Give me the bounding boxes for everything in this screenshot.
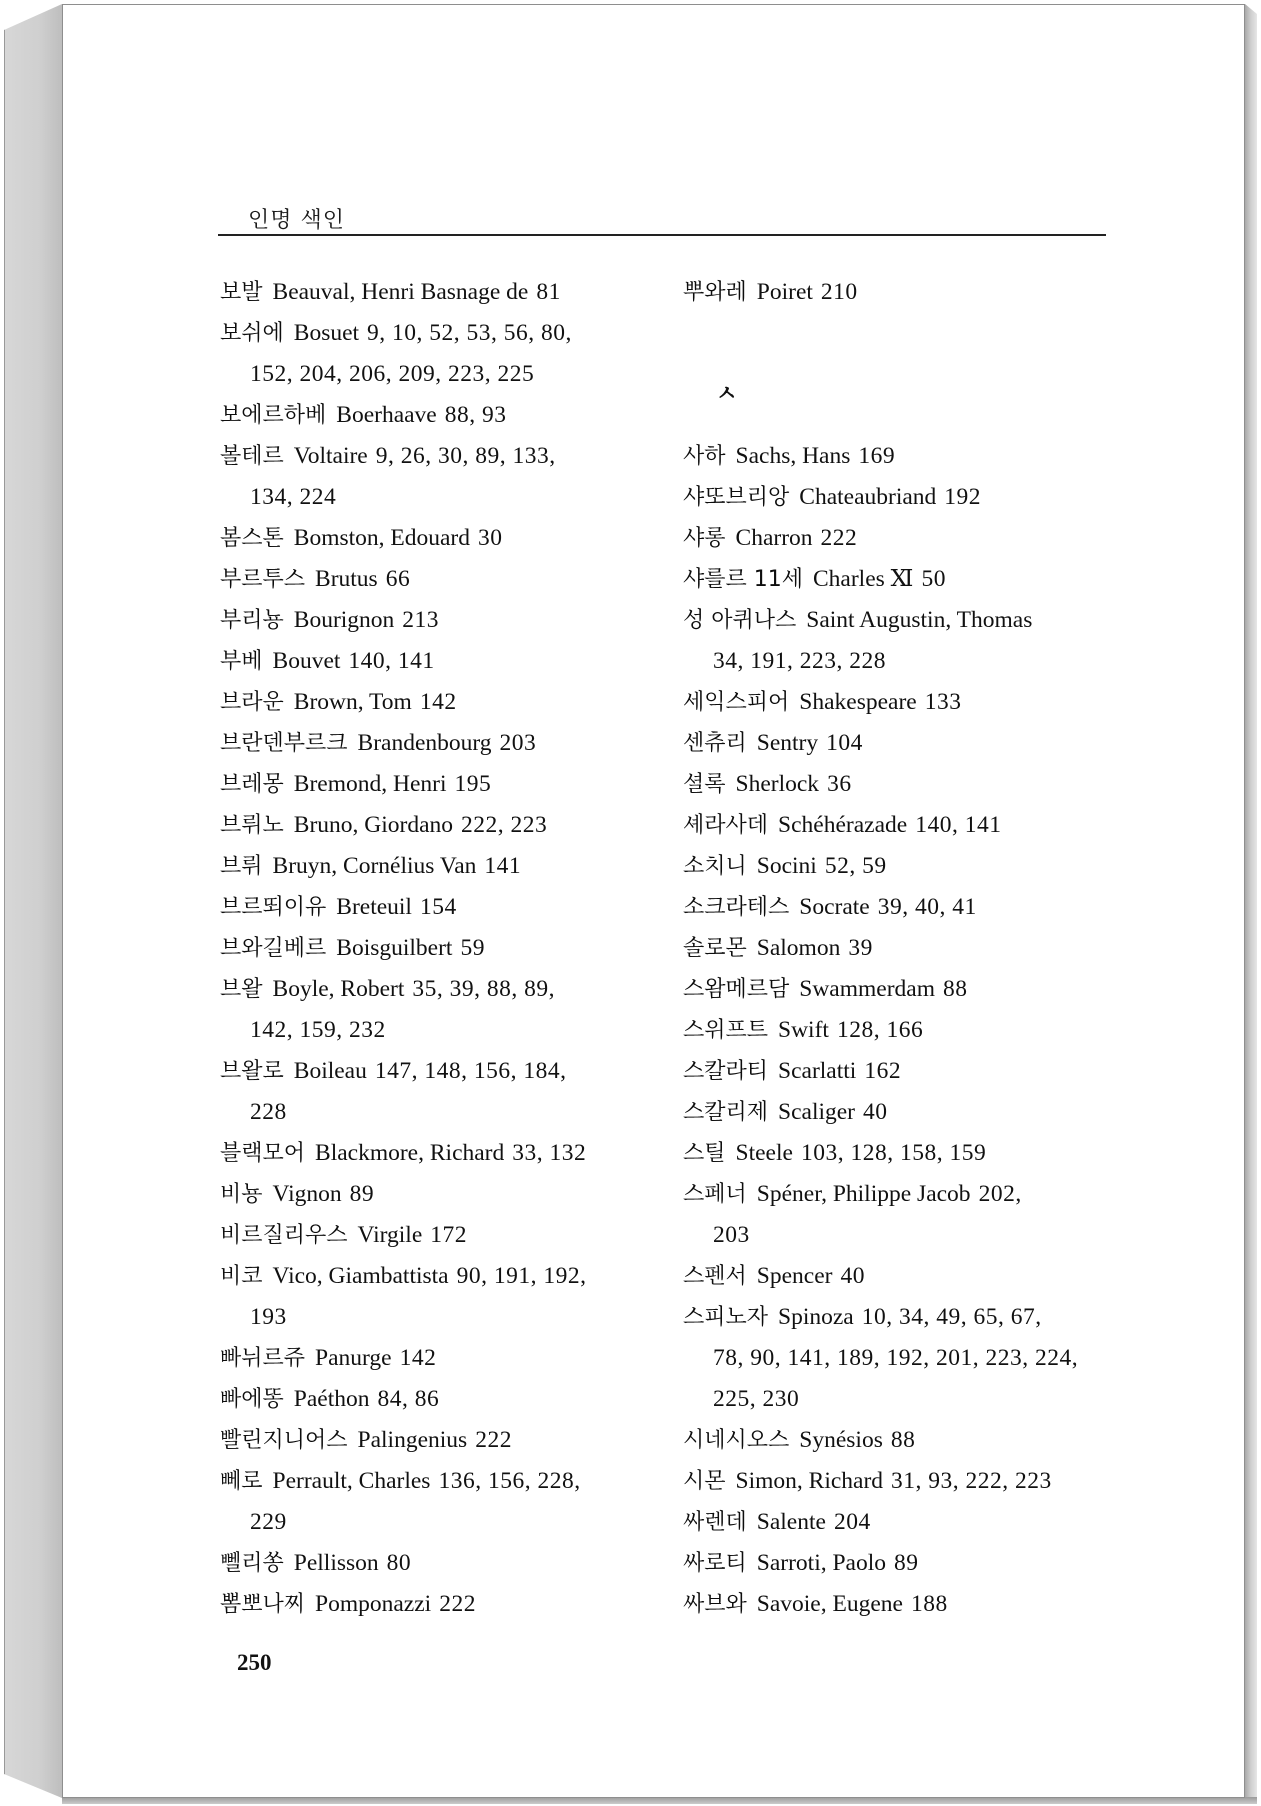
entry-latin-name: Swift — [778, 1017, 829, 1043]
entry-latin-name: Steele — [735, 1140, 793, 1166]
entry-latin-name: Boileau — [293, 1058, 367, 1084]
entry-latin-name: Perrault, Charles — [272, 1468, 431, 1494]
entry-latin-name: Scaliger — [778, 1099, 856, 1125]
entry-page-refs: 81 — [536, 279, 561, 305]
entry-page-refs: 30 — [478, 525, 503, 551]
entry-korean-name: 싸로티 — [683, 1551, 747, 1576]
index-entry — [220, 887, 660, 928]
index-entry — [683, 1502, 1113, 1543]
entry-latin-name: Pellisson — [293, 1550, 379, 1576]
index-entry — [220, 1461, 660, 1502]
entry-page-refs: 39, 40, 41 — [877, 894, 977, 920]
index-entry — [683, 764, 1113, 805]
entry-korean-name: 스펜서 — [683, 1264, 747, 1289]
entry-page-refs: 52, 59 — [824, 853, 887, 879]
index-entry — [683, 436, 1113, 477]
entry-latin-name: Sachs, Hans — [735, 443, 851, 469]
index-entry — [220, 1543, 660, 1584]
entry-latin-name: Sherlock — [735, 771, 820, 797]
entry-page-refs: 142 — [399, 1345, 437, 1371]
entry-latin-name: Salomon — [756, 935, 841, 961]
book-spine — [4, 4, 63, 1798]
entry-korean-name: 비뇽 — [220, 1182, 263, 1207]
index-column-left — [220, 272, 660, 1625]
entry-korean-name: 브르뙤이유 — [220, 895, 327, 920]
entry-page-refs: 202, — [978, 1181, 1022, 1207]
entry-page-refs: 225, 230 — [713, 1386, 800, 1412]
index-entry — [683, 1174, 1113, 1215]
index-entry — [220, 764, 660, 805]
entry-latin-name: Vico, Giambattista — [272, 1263, 449, 1289]
index-entry-continuation — [683, 1215, 1113, 1256]
entry-page-refs: 152, 204, 206, 209, 223, 225 — [250, 361, 535, 387]
entry-korean-name: 사하 — [683, 444, 726, 469]
entry-latin-name: Chateaubriand — [799, 484, 937, 510]
entry-page-refs: 229 — [250, 1509, 287, 1535]
entry-korean-name: 샤롱 — [683, 526, 726, 551]
index-entry — [683, 1133, 1113, 1174]
entry-latin-name: Poiret — [756, 279, 813, 305]
entry-page-refs: 40 — [863, 1099, 888, 1125]
entry-page-refs: 50 — [921, 566, 946, 592]
entry-korean-name: 스페너 — [683, 1182, 747, 1207]
entry-korean-name: 부리뇽 — [220, 608, 284, 633]
book-page-edge-bottom — [62, 1797, 1257, 1804]
index-entry — [683, 1256, 1113, 1297]
entry-latin-name: Charles Ⅺ — [813, 566, 914, 592]
entry-latin-name: Bosuet — [293, 320, 360, 346]
entry-korean-name: 브왈 — [220, 977, 263, 1002]
entry-page-refs: 84, 86 — [377, 1386, 440, 1412]
entry-page-refs: 203 — [499, 730, 537, 756]
entry-korean-name: 비코 — [220, 1264, 263, 1289]
entry-korean-name: 부베 — [220, 649, 263, 674]
entry-latin-name: Virgile — [357, 1222, 423, 1248]
entry-korean-name: 시네시오스 — [683, 1428, 790, 1453]
entry-page-refs: 40 — [840, 1263, 865, 1289]
entry-korean-name: 비르질리우스 — [220, 1223, 348, 1248]
entry-page-refs: 89 — [894, 1550, 919, 1576]
index-entry — [220, 1338, 660, 1379]
index-entry — [220, 1215, 660, 1256]
entry-page-refs: 210 — [820, 279, 858, 305]
entry-page-refs: 140, 141 — [348, 648, 435, 674]
index-entry — [683, 723, 1113, 764]
entry-page-refs: 147, 148, 156, 184, — [374, 1058, 567, 1084]
entry-korean-name: 뿌와레 — [683, 280, 747, 305]
entry-page-refs: 36 — [827, 771, 852, 797]
entry-latin-name: Brutus — [315, 566, 378, 592]
entry-page-refs: 59 — [460, 935, 485, 961]
entry-latin-name: Brown, Tom — [293, 689, 412, 715]
entry-page-refs: 89 — [349, 1181, 375, 1207]
index-entry — [220, 1133, 660, 1174]
index-entry — [683, 1543, 1113, 1584]
entry-latin-name: Bruyn, Cornélius Van — [272, 853, 477, 879]
entry-korean-name: 브라운 — [220, 690, 284, 715]
entry-latin-name: Socrate — [799, 894, 870, 920]
entry-page-refs: 9, 10, 52, 53, 56, 80, — [367, 320, 572, 346]
index-entry — [683, 1461, 1113, 1502]
index-entry — [220, 969, 660, 1010]
entry-page-refs: 188 — [910, 1591, 948, 1617]
entry-korean-name: 브왈로 — [220, 1059, 284, 1084]
entry-latin-name: Boyle, Robert — [272, 976, 405, 1002]
index-entry — [683, 928, 1113, 969]
index-entry-continuation — [683, 1338, 1113, 1379]
entry-korean-name: 스틸 — [683, 1141, 726, 1166]
index-entry — [683, 805, 1113, 846]
entry-page-refs: 80 — [386, 1550, 412, 1576]
entry-page-refs: 162 — [864, 1058, 902, 1084]
entry-korean-name: 솔로몬 — [683, 936, 747, 961]
index-entry — [220, 1420, 660, 1461]
entry-korean-name: 스왐메르담 — [683, 977, 790, 1002]
entry-page-refs: 33, 132 — [512, 1140, 587, 1166]
index-entry — [220, 846, 660, 887]
entry-page-refs: 195 — [454, 771, 492, 797]
entry-page-refs: 213 — [402, 607, 440, 633]
index-entry — [683, 559, 1113, 600]
index-entry — [220, 518, 660, 559]
entry-korean-name: 스칼라티 — [683, 1059, 769, 1084]
entry-korean-name: 부르투스 — [220, 567, 306, 592]
entry-latin-name: Paéthon — [293, 1386, 370, 1412]
entry-korean-name: 봄스톤 — [220, 526, 284, 551]
index-entry — [683, 1051, 1113, 1092]
index-entry — [220, 1584, 660, 1625]
entry-korean-name: 샤를르 11세 — [683, 567, 803, 592]
entry-latin-name: Sarroti, Paolo — [756, 1550, 887, 1576]
entry-latin-name: Breteuil — [336, 894, 412, 920]
entry-page-refs: 222 — [475, 1427, 512, 1453]
entry-page-refs: 142, 159, 232 — [250, 1017, 386, 1043]
entry-korean-name: 스피노자 — [683, 1305, 769, 1330]
entry-page-refs: 169 — [858, 443, 896, 469]
index-entry — [220, 1256, 660, 1297]
entry-korean-name: 싸렌데 — [683, 1510, 747, 1535]
entry-page-refs: 9, 26, 30, 89, 133, — [375, 443, 556, 469]
index-entry — [220, 805, 660, 846]
entry-korean-name: 센츄리 — [683, 731, 747, 756]
entry-korean-name: 스칼리제 — [683, 1100, 769, 1125]
index-entry — [683, 1420, 1113, 1461]
entry-latin-name: Socini — [756, 853, 817, 879]
entry-page-refs: 134, 224 — [250, 484, 337, 510]
entry-korean-name: 샤또브리앙 — [683, 485, 790, 510]
index-entry-continuation — [683, 1379, 1113, 1420]
index-entry-continuation — [220, 1297, 660, 1338]
entry-korean-name: 블랙모어 — [220, 1141, 306, 1166]
entry-korean-name: 싸브와 — [683, 1592, 747, 1617]
entry-latin-name: Charron — [735, 525, 813, 551]
entry-latin-name: Savoie, Eugene — [756, 1591, 903, 1617]
index-entry-continuation — [220, 1010, 660, 1051]
index-entry — [220, 1174, 660, 1215]
entry-page-refs: 35, 39, 88, 89, — [412, 976, 555, 1002]
entry-page-refs: 192 — [944, 484, 982, 510]
entry-korean-name: 빠뉘르쥬 — [220, 1346, 306, 1371]
index-entry-continuation — [220, 354, 660, 395]
entry-latin-name: Palingenius — [357, 1427, 468, 1453]
entry-latin-name: Bourignon — [293, 607, 395, 633]
index-entry — [683, 600, 1113, 641]
entry-korean-name: 브와길베르 — [220, 936, 327, 961]
index-entry — [220, 272, 660, 313]
entry-korean-name: 브뤼노 — [220, 813, 284, 838]
header-rule — [218, 234, 1106, 236]
index-entry — [683, 1092, 1113, 1133]
entry-page-refs: 10, 34, 49, 65, 67, — [861, 1304, 1042, 1330]
entry-latin-name: Vignon — [272, 1181, 342, 1207]
entry-page-refs: 78, 90, 141, 189, 192, 201, 223, 224, — [713, 1345, 1079, 1371]
entry-page-refs: 136, 156, 228, — [438, 1468, 581, 1494]
entry-latin-name: Voltaire — [293, 443, 368, 469]
entry-latin-name: Bouvet — [272, 648, 341, 674]
index-entry — [683, 846, 1113, 887]
entry-page-refs: 222 — [439, 1591, 476, 1617]
entry-latin-name: Synésios — [799, 1427, 883, 1453]
entry-latin-name: Swammerdam — [799, 976, 936, 1002]
entry-page-refs: 31, 93, 222, 223 — [891, 1468, 1052, 1494]
index-entry — [220, 600, 660, 641]
index-entry — [683, 1010, 1113, 1051]
entry-page-refs: 103, 128, 158, 159 — [800, 1140, 987, 1166]
entry-page-refs: 90, 191, 192, — [456, 1263, 587, 1289]
entry-latin-name: Blackmore, Richard — [315, 1140, 505, 1166]
index-column-right — [683, 272, 1113, 1625]
index-entry-continuation — [220, 1502, 660, 1543]
entry-latin-name: Scarlatti — [778, 1058, 857, 1084]
entry-korean-name: 셰라사데 — [683, 813, 769, 838]
entry-latin-name: Bremond, Henri — [293, 771, 447, 797]
entry-latin-name: Boerhaave — [336, 402, 437, 428]
section-letter: ㅅ — [716, 382, 738, 407]
entry-korean-name: 보발 — [220, 280, 263, 305]
entry-page-refs: 88 — [943, 976, 968, 1002]
index-entry — [220, 723, 660, 764]
entry-page-refs: 193 — [250, 1304, 287, 1330]
index-entry — [220, 641, 660, 682]
entry-korean-name: 뻴리쏭 — [220, 1551, 284, 1576]
entry-page-refs: 222, 223 — [461, 812, 548, 838]
entry-page-refs: 66 — [385, 566, 411, 592]
entry-korean-name: 세익스피어 — [683, 690, 790, 715]
entry-page-refs: 34, 191, 223, 228 — [713, 648, 886, 674]
entry-latin-name: Bruno, Giordano — [293, 812, 454, 838]
entry-latin-name: Spéner, Philippe Jacob — [756, 1181, 971, 1207]
entry-korean-name: 브뤼 — [220, 854, 263, 879]
entry-korean-name: 뽐뽀나찌 — [220, 1592, 306, 1617]
entry-korean-name: 소치니 — [683, 854, 747, 879]
entry-korean-name: 볼테르 — [220, 444, 284, 469]
entry-korean-name: 보에르하베 — [220, 403, 327, 428]
index-entry — [220, 928, 660, 969]
entry-page-refs: 128, 166 — [836, 1017, 924, 1043]
index-entry — [220, 313, 660, 354]
entry-page-refs: 39 — [848, 935, 873, 961]
entry-latin-name: Sentry — [756, 730, 819, 756]
entry-latin-name: Beauval, Henri Basnage de — [272, 279, 529, 305]
entry-korean-name: 빨린지니어스 — [220, 1428, 348, 1453]
entry-latin-name: Pomponazzi — [315, 1591, 432, 1617]
entry-page-refs: 222 — [820, 525, 858, 551]
entry-latin-name: Shakespeare — [799, 689, 917, 715]
entry-page-refs: 203 — [713, 1222, 750, 1248]
index-entry — [220, 559, 660, 600]
entry-latin-name: Salente — [756, 1509, 826, 1535]
index-entry — [683, 682, 1113, 723]
index-entry — [683, 477, 1113, 518]
entry-latin-name: Spinoza — [778, 1304, 854, 1330]
book-page-edge-right — [1245, 4, 1257, 1802]
entry-korean-name: 브란덴부르크 — [220, 731, 348, 756]
entry-latin-name: Boisguilbert — [336, 935, 453, 961]
running-head: 인명 색인 — [248, 208, 346, 233]
entry-latin-name: Saint Augustin, Thomas — [806, 607, 1033, 633]
entry-korean-name: 성 아퀴나스 — [683, 608, 797, 633]
entry-latin-name: Spencer — [756, 1263, 833, 1289]
entry-latin-name: Brandenbourg — [357, 730, 492, 756]
entry-latin-name: Panurge — [315, 1345, 392, 1371]
entry-korean-name: 브레몽 — [220, 772, 284, 797]
entry-page-refs: 141 — [484, 853, 522, 879]
entry-page-refs: 142 — [419, 689, 457, 715]
index-entry — [220, 395, 660, 436]
index-entry — [683, 272, 1113, 313]
entry-page-refs: 104 — [826, 730, 863, 756]
entry-page-refs: 204 — [833, 1509, 871, 1535]
index-entry — [220, 1379, 660, 1420]
entry-page-refs: 88, 93 — [444, 402, 507, 428]
entry-latin-name: Simon, Richard — [735, 1468, 884, 1494]
entry-page-refs: 140, 141 — [915, 812, 1002, 838]
index-entry-continuation — [683, 641, 1113, 682]
entry-page-refs: 172 — [430, 1222, 467, 1248]
index-entry — [683, 969, 1113, 1010]
entry-korean-name: 보쉬에 — [220, 321, 284, 346]
entry-korean-name: 소크라테스 — [683, 895, 790, 920]
entry-korean-name: 스위프트 — [683, 1018, 769, 1043]
entry-page-refs: 133 — [924, 689, 962, 715]
entry-page-refs: 228 — [250, 1099, 287, 1125]
index-entry — [683, 518, 1113, 559]
entry-latin-name: Schéhérazade — [778, 812, 908, 838]
index-entry — [220, 436, 660, 477]
column-spacer — [683, 313, 1113, 354]
index-entry — [683, 1297, 1113, 1338]
entry-page-refs: 154 — [419, 894, 457, 920]
index-entry — [683, 1584, 1113, 1625]
index-entry — [220, 1051, 660, 1092]
entry-korean-name: 시몬 — [683, 1469, 726, 1494]
entry-page-refs: 88 — [890, 1427, 916, 1453]
index-entry — [220, 682, 660, 723]
entry-korean-name: 빠에똥 — [220, 1387, 284, 1412]
entry-korean-name: 셜록 — [683, 772, 726, 797]
index-entry-continuation — [220, 477, 660, 518]
index-entry — [683, 887, 1113, 928]
index-entry-continuation — [220, 1092, 660, 1133]
entry-latin-name: Bomston, Edouard — [293, 525, 471, 551]
entry-korean-name: 뻬로 — [220, 1469, 263, 1494]
page-number: 250 — [237, 1650, 272, 1675]
